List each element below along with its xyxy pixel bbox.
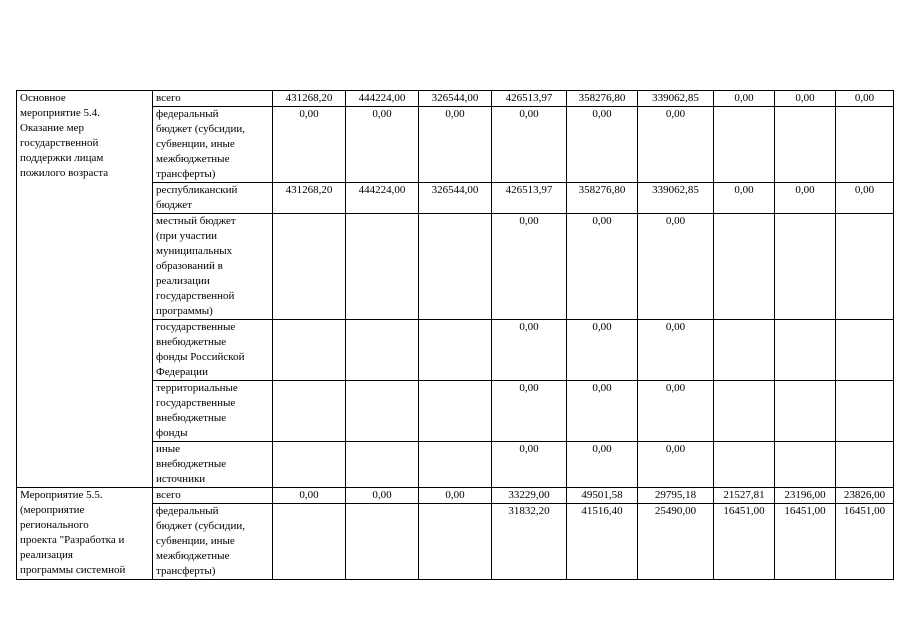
amount-cell: 0,00 [714, 183, 775, 214]
amount-cell: 0,00 [638, 107, 714, 183]
amount-cell: 326544,00 [419, 91, 492, 107]
amount-cell: 0,00 [775, 91, 836, 107]
amount-cell: 0,00 [492, 381, 567, 442]
amount-cell [714, 320, 775, 381]
amount-cell [836, 107, 894, 183]
amount-cell [346, 320, 419, 381]
amount-cell: 0,00 [775, 183, 836, 214]
amount-cell: 23196,00 [775, 488, 836, 504]
funding-source: федеральный бюджет (субсидии, субвенции, иные межбюджетные трансферты) [156, 108, 245, 180]
amount-cell [775, 214, 836, 320]
budget-table [16, 90, 894, 580]
amount-cell: 339062,85 [638, 91, 714, 107]
funding-source: республиканский бюджет [156, 184, 238, 211]
amount-cell: 23826,00 [836, 488, 894, 504]
amount-cell: 431268,20 [273, 183, 346, 214]
amount-cell: 0,00 [638, 320, 714, 381]
amount-cell [836, 320, 894, 381]
amount-cell: 29795,18 [638, 488, 714, 504]
funding-source-cell [153, 442, 273, 488]
amount-cell: 0,00 [567, 320, 638, 381]
amount-cell: 431268,20 [273, 91, 346, 107]
amount-cell: 326544,00 [419, 183, 492, 214]
amount-cell [346, 214, 419, 320]
amount-cell: 16451,00 [714, 504, 775, 580]
event-name: Мероприятие 5.5. (мероприятие регионального проекта "Разработка и реализация программы системной [20, 489, 126, 576]
amount-cell: 444224,00 [346, 91, 419, 107]
funding-source: всего [156, 92, 181, 104]
amount-cell [714, 381, 775, 442]
funding-source-cell [153, 488, 273, 504]
amount-cell: 0,00 [346, 488, 419, 504]
amount-cell: 0,00 [567, 442, 638, 488]
amount-cell [346, 381, 419, 442]
amount-cell: 0,00 [836, 183, 894, 214]
event-name: Основное мероприятие 5.4. Оказание мер государственной поддержки лицам пожилого возраста [20, 92, 109, 179]
amount-cell [836, 381, 894, 442]
amount-cell: 31832,20 [492, 504, 567, 580]
funding-source-cell [153, 504, 273, 580]
amount-cell [714, 107, 775, 183]
amount-cell: 0,00 [567, 381, 638, 442]
amount-cell: 0,00 [492, 442, 567, 488]
amount-cell: 0,00 [419, 488, 492, 504]
funding-source-cell [153, 320, 273, 381]
amount-cell: 0,00 [638, 442, 714, 488]
amount-cell [419, 504, 492, 580]
funding-source-cell [153, 381, 273, 442]
amount-cell [419, 442, 492, 488]
amount-cell: 0,00 [273, 488, 346, 504]
amount-cell: 0,00 [492, 320, 567, 381]
amount-cell: 33229,00 [492, 488, 567, 504]
amount-cell: 0,00 [638, 381, 714, 442]
amount-cell: 358276,80 [567, 183, 638, 214]
amount-cell [419, 214, 492, 320]
event-name-cell [17, 91, 153, 488]
amount-cell: 444224,00 [346, 183, 419, 214]
amount-cell [346, 504, 419, 580]
amount-cell [775, 107, 836, 183]
amount-cell: 49501,58 [567, 488, 638, 504]
amount-cell [273, 320, 346, 381]
amount-cell [273, 214, 346, 320]
funding-source: федеральный бюджет (субсидии, субвенции, иные межбюджетные трансферты) [156, 505, 245, 577]
table-row [17, 488, 894, 504]
amount-cell [775, 381, 836, 442]
table-body [17, 91, 894, 580]
amount-cell [775, 442, 836, 488]
amount-cell [273, 381, 346, 442]
amount-cell: 0,00 [273, 107, 346, 183]
amount-cell: 16451,00 [836, 504, 894, 580]
amount-cell: 0,00 [492, 107, 567, 183]
amount-cell [836, 214, 894, 320]
amount-cell: 16451,00 [775, 504, 836, 580]
amount-cell: 0,00 [492, 214, 567, 320]
amount-cell [273, 504, 346, 580]
amount-cell: 0,00 [638, 214, 714, 320]
amount-cell [419, 381, 492, 442]
funding-source-cell [153, 91, 273, 107]
amount-cell: 41516,40 [567, 504, 638, 580]
amount-cell: 339062,85 [638, 183, 714, 214]
table-row [17, 91, 894, 107]
amount-cell [836, 442, 894, 488]
amount-cell [419, 320, 492, 381]
funding-source: иные внебюджетные источники [156, 443, 227, 485]
amount-cell: 358276,80 [567, 91, 638, 107]
amount-cell [714, 214, 775, 320]
funding-source: территориальные государственные внебюджетные фонды [156, 382, 238, 439]
funding-source-cell [153, 183, 273, 214]
amount-cell: 0,00 [714, 91, 775, 107]
amount-cell [714, 442, 775, 488]
funding-source-cell [153, 214, 273, 320]
funding-source: всего [156, 489, 181, 501]
funding-source: местный бюджет (при участии муниципальных образований в реализации государственной программы) [156, 215, 236, 317]
funding-source-cell [153, 107, 273, 183]
funding-source: государственные внебюджетные фонды Российской Федерации [156, 321, 245, 378]
amount-cell [775, 320, 836, 381]
amount-cell: 21527,81 [714, 488, 775, 504]
amount-cell: 25490,00 [638, 504, 714, 580]
amount-cell: 426513,97 [492, 183, 567, 214]
amount-cell: 0,00 [567, 107, 638, 183]
amount-cell [346, 442, 419, 488]
amount-cell: 426513,97 [492, 91, 567, 107]
event-name-cell [17, 488, 153, 580]
amount-cell: 0,00 [567, 214, 638, 320]
amount-cell: 0,00 [419, 107, 492, 183]
amount-cell [273, 442, 346, 488]
amount-cell: 0,00 [836, 91, 894, 107]
amount-cell: 0,00 [346, 107, 419, 183]
